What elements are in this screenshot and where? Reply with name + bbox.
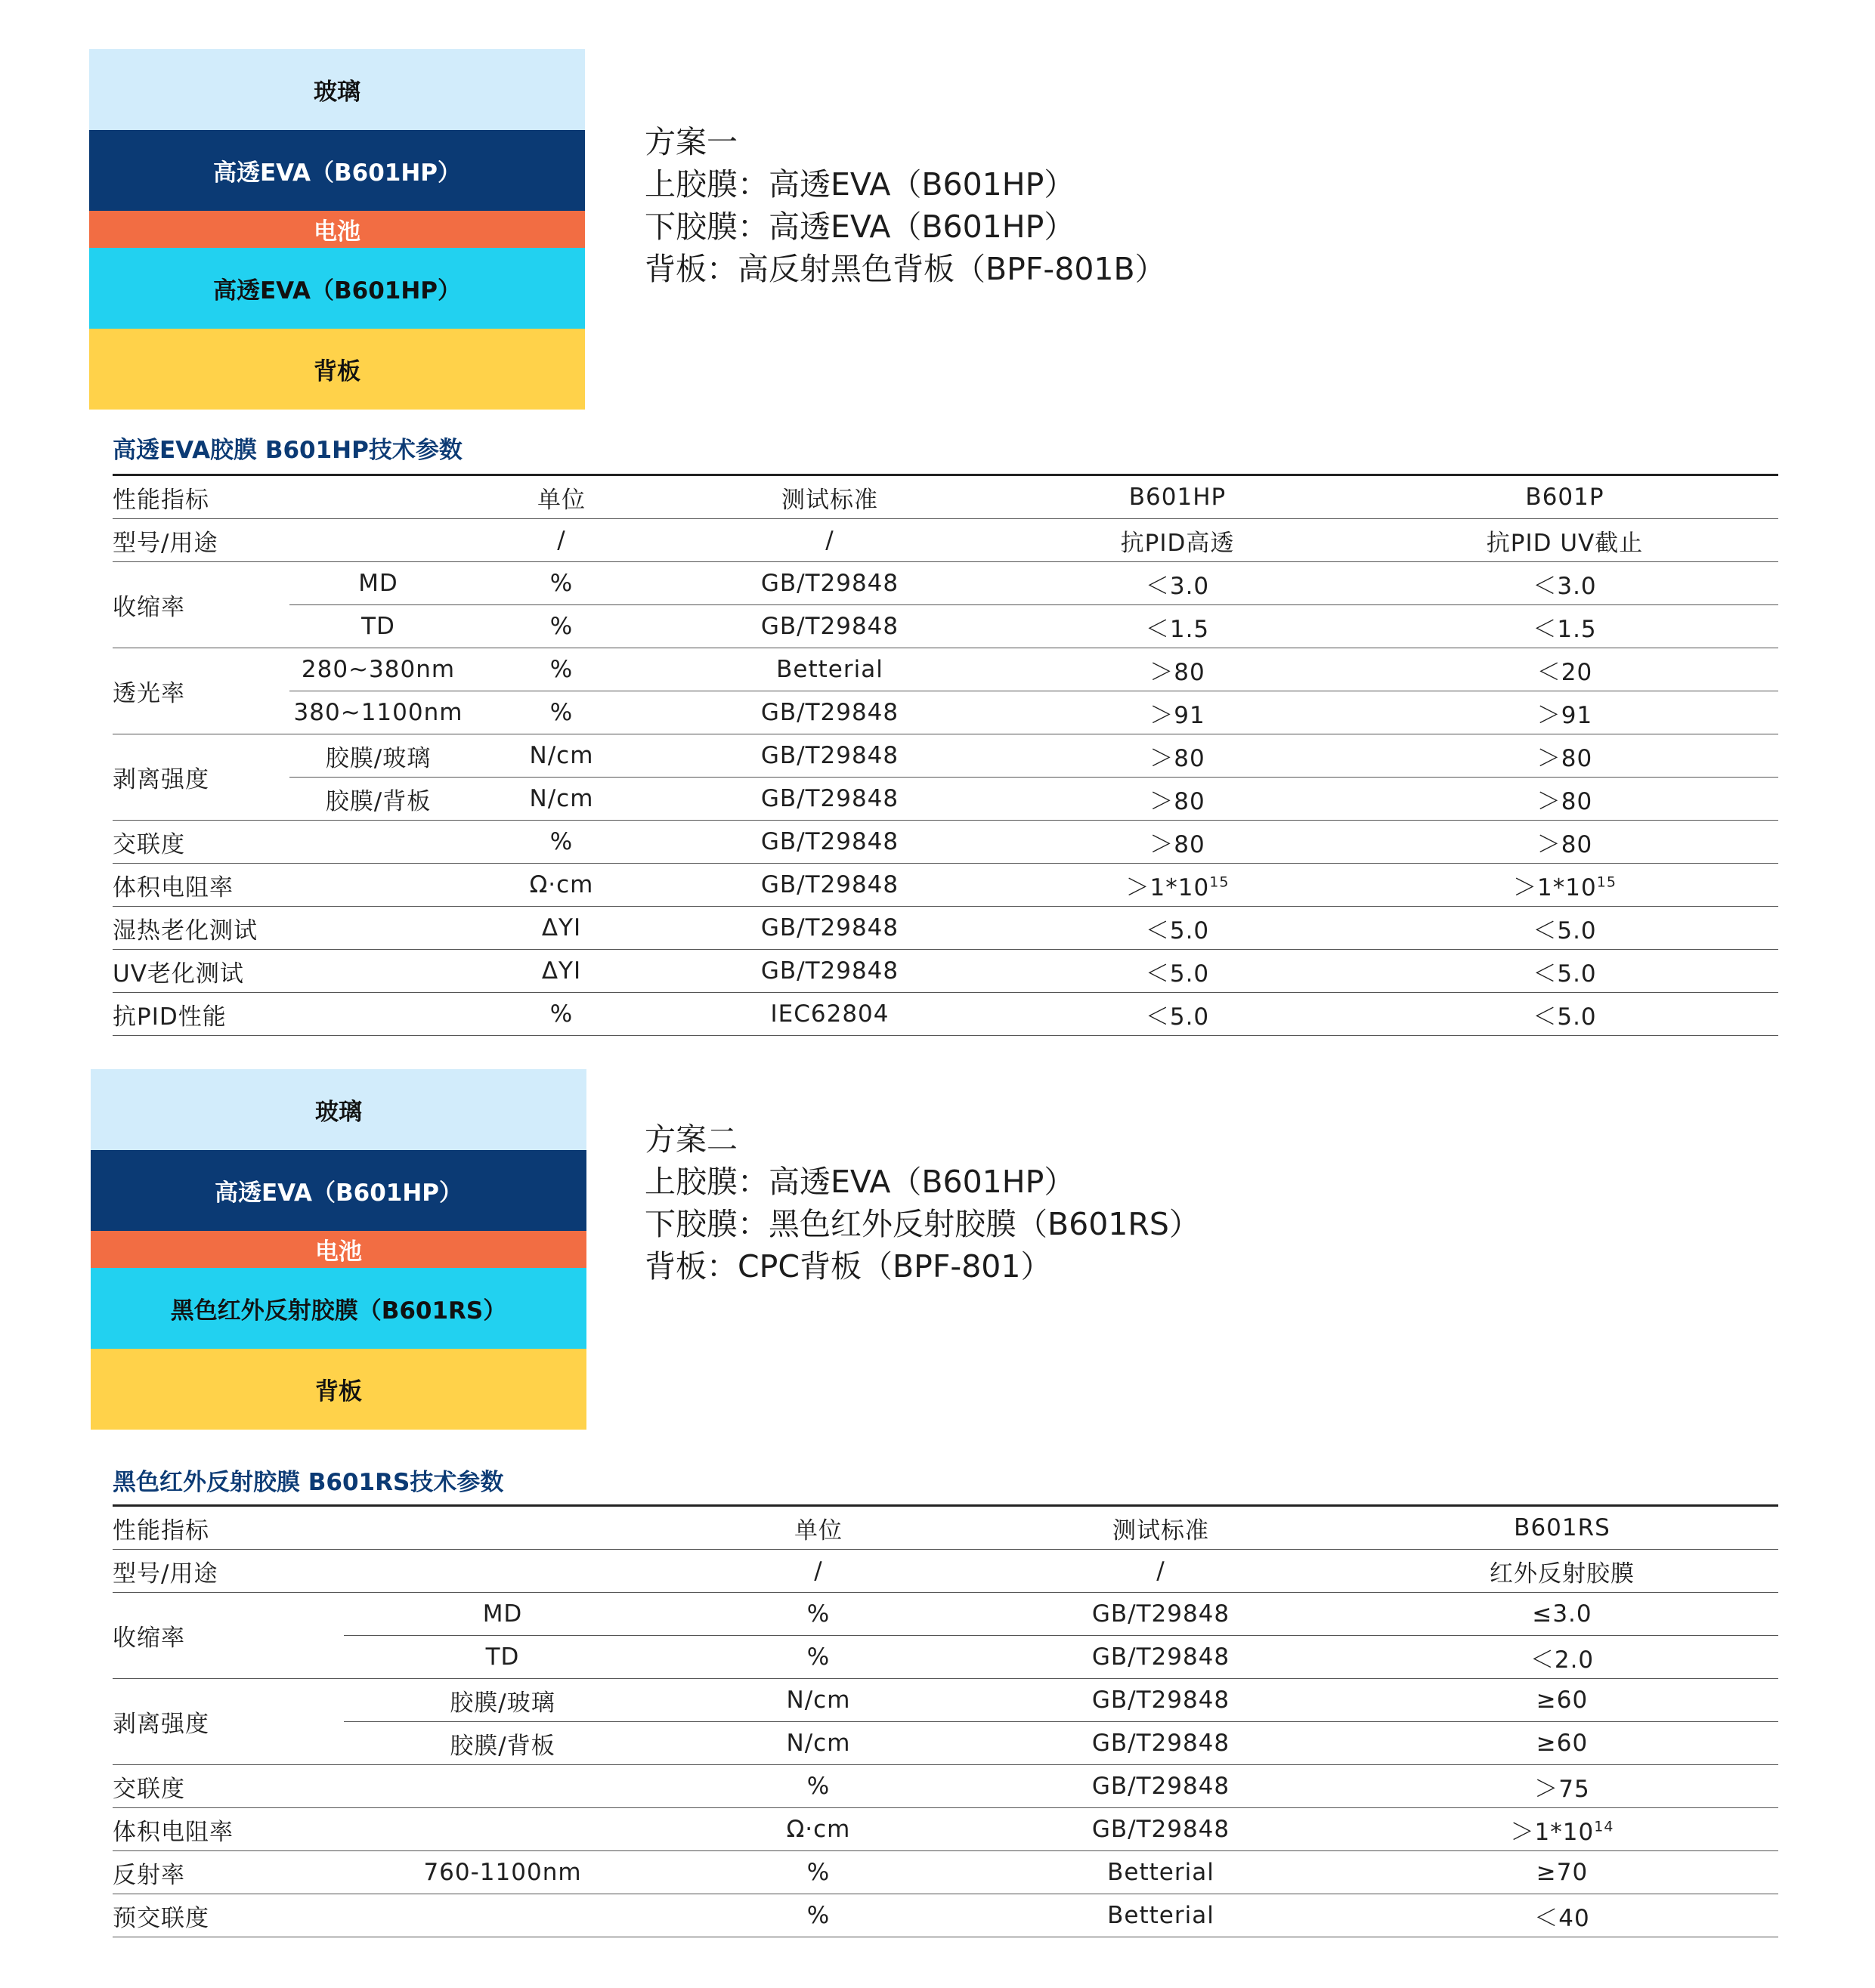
row-value-2: [1351, 950, 1778, 993]
table1-title: 高透EVA胶膜 B601HP技术参数: [113, 437, 463, 464]
row-value-2: [1351, 648, 1778, 691]
row-value-1: [1004, 691, 1351, 734]
row-value-2: [1351, 778, 1778, 821]
row-value-2-text: ＜5.0: [1533, 917, 1597, 945]
row-value-1: [1346, 1765, 1778, 1808]
table-row: [113, 1851, 1778, 1894]
layer-glass: 玻璃: [91, 1069, 586, 1150]
row-unit: %: [467, 648, 656, 691]
layer-cell: 电池: [91, 1231, 586, 1268]
row-value-1: [1004, 864, 1351, 907]
row-value-1-text: ＜2.0: [1530, 1646, 1595, 1674]
header-standard: 测试标准: [976, 1506, 1346, 1550]
row-value-1-text: ＜40: [1534, 1904, 1590, 1932]
header-property: 性能指标: [113, 1506, 661, 1550]
row-unit: Ω·cm: [467, 864, 656, 907]
scheme1-title: 方案一: [645, 124, 738, 160]
row-unit: N/cm: [467, 778, 656, 821]
row-value-2-text: ＞91: [1536, 701, 1593, 729]
row-standard: GB/T29848: [976, 1722, 1346, 1765]
table-row: [113, 648, 1778, 691]
scheme1-backsheet: 背板：高反射黑色背板（BPF-801B）: [645, 251, 1166, 287]
row-value-2: [1351, 907, 1778, 950]
row-value-1: [1004, 907, 1351, 950]
row-value-2-text: ＞1*10: [1513, 873, 1597, 901]
table-row: [113, 864, 1778, 907]
row-property: 体积电阻率: [113, 1808, 661, 1851]
row-unit: /: [467, 519, 656, 562]
row-unit: %: [661, 1851, 976, 1894]
row-property: 收缩率: [113, 562, 289, 648]
row-value-2: [1351, 605, 1778, 648]
row-property: 交联度: [113, 821, 467, 864]
table-row: [113, 1593, 1778, 1636]
row-value-1-text: ＞80: [1149, 658, 1205, 686]
row-value-1-text: ＜5.0: [1145, 960, 1210, 988]
row-value-1-text: ＞1*10: [1125, 873, 1210, 901]
row-value-1: [1004, 821, 1351, 864]
row-unit: N/cm: [467, 734, 656, 778]
row-value-1-text: ＜5.0: [1145, 917, 1210, 945]
row-property: 体积电阻率: [113, 864, 467, 907]
row-value-2: [1351, 691, 1778, 734]
row-value-1-text: 红外反射胶膜: [1490, 1560, 1635, 1588]
row-standard: GB/T29848: [656, 778, 1004, 821]
row-value-1-exponent: 15: [1209, 873, 1230, 891]
row-value-2-text: 抗PID UV截止: [1486, 529, 1644, 557]
row-standard: GB/T29848: [656, 950, 1004, 993]
row-standard: Betterial: [976, 1894, 1346, 1937]
scheme1-bottom-film: 下胶膜：高透EVA（B601HP）: [645, 209, 1075, 245]
row-value-1-text: ≥60: [1536, 1687, 1589, 1714]
row-property: 型号/用途: [113, 1550, 661, 1593]
row-unit: ΔYI: [467, 907, 656, 950]
row-property: 湿热老化测试: [113, 907, 467, 950]
table2: [113, 1504, 1778, 1937]
row-value-1: [1346, 1851, 1778, 1894]
row-value-2-text: ＜1.5: [1533, 615, 1597, 643]
row-value-2: [1351, 993, 1778, 1036]
row-value-1-text: 抗PID高透: [1120, 529, 1235, 557]
table-row: [113, 821, 1778, 864]
row-standard: GB/T29848: [976, 1808, 1346, 1851]
row-unit: Ω·cm: [661, 1808, 976, 1851]
row-standard: GB/T29848: [976, 1593, 1346, 1636]
row-unit: %: [661, 1894, 976, 1937]
row-value-1: [1346, 1593, 1778, 1636]
row-value-1-text: ≥60: [1536, 1730, 1589, 1757]
row-value-1: [1346, 1894, 1778, 1937]
layer-glass: 玻璃: [89, 49, 585, 130]
row-subitem: 280~380nm: [289, 648, 467, 691]
row-value-2-exponent: 15: [1596, 873, 1617, 891]
row-standard: GB/T29848: [656, 605, 1004, 648]
row-property: 抗PID性能: [113, 993, 467, 1036]
row-unit: %: [661, 1636, 976, 1679]
layer-bottom-film: 高透EVA（B601HP）: [89, 248, 585, 329]
row-subitem: TD: [344, 1636, 661, 1679]
row-subitem: 胶膜/玻璃: [289, 734, 467, 778]
row-subitem: 胶膜/背板: [289, 778, 467, 821]
row-subitem: TD: [289, 605, 467, 648]
row-property: 型号/用途: [113, 519, 467, 562]
row-value-1-text: ＞80: [1149, 830, 1205, 858]
header-row: [113, 475, 1778, 519]
scheme2-layer-stack: [91, 1069, 586, 1430]
table-row: [113, 1679, 1778, 1722]
table-row: [113, 1894, 1778, 1937]
row-standard: IEC62804: [656, 993, 1004, 1036]
table-row: [113, 519, 1778, 562]
table-row: [113, 993, 1778, 1036]
row-standard: /: [976, 1550, 1346, 1593]
row-standard: Betterial: [976, 1851, 1346, 1894]
row-standard: GB/T29848: [656, 864, 1004, 907]
header-product-1: B601RS: [1346, 1506, 1778, 1550]
table-row: [113, 691, 1778, 734]
row-value-1-text: ＜5.0: [1145, 1003, 1210, 1031]
row-value-1: [1346, 1636, 1778, 1679]
table-row: [113, 1636, 1778, 1679]
table1: [113, 474, 1778, 1036]
row-value-1: [1004, 778, 1351, 821]
row-subitem: MD: [344, 1593, 661, 1636]
row-value-2: [1351, 519, 1778, 562]
scheme1-description: [645, 121, 1166, 290]
row-standard: GB/T29848: [656, 562, 1004, 605]
row-unit: %: [467, 821, 656, 864]
row-value-1-text: ＜1.5: [1145, 615, 1210, 643]
row-value-1: [1004, 950, 1351, 993]
table-row: [113, 907, 1778, 950]
table2-title: 黑色红外反射胶膜 B601RS技术参数: [113, 1469, 504, 1496]
row-value-1: [1346, 1722, 1778, 1765]
table-row: [113, 1550, 1778, 1593]
table-row: [113, 1722, 1778, 1765]
row-value-1: [1004, 734, 1351, 778]
row-unit: /: [661, 1550, 976, 1593]
table-row: [113, 605, 1778, 648]
layer-backsheet: 背板: [89, 329, 585, 410]
row-unit: %: [467, 691, 656, 734]
row-value-1: [1346, 1808, 1778, 1851]
row-value-1: [1004, 993, 1351, 1036]
row-property: 预交联度: [113, 1894, 661, 1937]
row-unit: %: [661, 1593, 976, 1636]
layer-cell: 电池: [89, 211, 585, 248]
scheme2-backsheet: 背板：CPC背板（BPF-801）: [645, 1248, 1052, 1285]
row-value-1-text: ＜3.0: [1145, 572, 1210, 600]
row-property: 剥离强度: [113, 1679, 344, 1765]
row-standard: GB/T29848: [976, 1679, 1346, 1722]
row-property: 收缩率: [113, 1593, 344, 1679]
row-unit: %: [467, 993, 656, 1036]
row-unit: N/cm: [661, 1679, 976, 1722]
scheme2-title: 方案二: [645, 1121, 738, 1158]
row-value-2-text: ＞80: [1536, 744, 1593, 772]
row-subitem: 380~1100nm: [289, 691, 467, 734]
row-standard: GB/T29848: [656, 821, 1004, 864]
row-value-2-text: ＜3.0: [1533, 572, 1597, 600]
header-unit: 单位: [467, 475, 656, 519]
row-property: 交联度: [113, 1765, 661, 1808]
row-value-1-text: ＞91: [1149, 701, 1205, 729]
row-value-1-text: ≤3.0: [1532, 1600, 1592, 1628]
row-value-1: [1004, 605, 1351, 648]
row-property: 剥离强度: [113, 734, 289, 821]
header-unit: 单位: [661, 1506, 976, 1550]
scheme2-bottom-film: 下胶膜：黑色红外反射胶膜（B601RS）: [645, 1206, 1200, 1242]
table-row: [113, 778, 1778, 821]
row-value-1: [1346, 1550, 1778, 1593]
row-value-2: [1351, 734, 1778, 778]
row-standard: GB/T29848: [656, 907, 1004, 950]
header-property: 性能指标: [113, 475, 467, 519]
scheme1-top-film: 上胶膜：高透EVA（B601HP）: [645, 166, 1075, 203]
row-subitem: 胶膜/背板: [344, 1722, 661, 1765]
header-row: [113, 1506, 1778, 1550]
row-value-1-text: ＞80: [1149, 787, 1205, 815]
layer-bottom-film: 黑色红外反射胶膜（B601RS）: [91, 1268, 586, 1349]
row-property: 反射率: [113, 1851, 344, 1894]
row-value-2: [1351, 821, 1778, 864]
table-row: [113, 562, 1778, 605]
row-standard: GB/T29848: [656, 734, 1004, 778]
row-value-2-text: ＜5.0: [1533, 1003, 1597, 1031]
row-standard: GB/T29848: [976, 1636, 1346, 1679]
row-unit: ΔYI: [467, 950, 656, 993]
row-value-2: [1351, 562, 1778, 605]
row-value-1: [1004, 648, 1351, 691]
scheme2-top-film: 上胶膜：高透EVA（B601HP）: [645, 1164, 1075, 1200]
row-value-2-text: ＜5.0: [1533, 960, 1597, 988]
row-unit: %: [467, 562, 656, 605]
row-standard: GB/T29848: [976, 1765, 1346, 1808]
row-subitem: 胶膜/玻璃: [344, 1679, 661, 1722]
row-value-1-text: ＞75: [1534, 1775, 1590, 1803]
header-standard: 测试标准: [656, 475, 1004, 519]
row-unit: N/cm: [661, 1722, 976, 1765]
row-value-1: [1004, 519, 1351, 562]
row-value-2-text: ＜20: [1536, 658, 1593, 686]
layer-top-film: 高透EVA（B601HP）: [89, 130, 585, 211]
scheme2-description: [645, 1118, 1200, 1288]
layer-top-film: 高透EVA（B601HP）: [91, 1150, 586, 1231]
row-subitem: 760-1100nm: [344, 1851, 661, 1894]
row-standard: /: [656, 519, 1004, 562]
row-property: UV老化测试: [113, 950, 467, 993]
row-value-1-exponent: 14: [1594, 1818, 1614, 1835]
row-value-1-text: ＞80: [1149, 744, 1205, 772]
row-unit: %: [467, 605, 656, 648]
row-value-2: [1351, 864, 1778, 907]
scheme1-layer-stack: [89, 49, 585, 410]
row-standard: GB/T29848: [656, 691, 1004, 734]
header-product-2: B601P: [1351, 475, 1778, 519]
row-value-2-text: ＞80: [1536, 830, 1593, 858]
header-product-1: B601HP: [1004, 475, 1351, 519]
row-value-1-text: ≥70: [1536, 1859, 1589, 1886]
row-value-1: [1346, 1679, 1778, 1722]
row-subitem: MD: [289, 562, 467, 605]
row-value-1: [1004, 562, 1351, 605]
row-value-2-text: ＞80: [1536, 787, 1593, 815]
table-row: [113, 1765, 1778, 1808]
layer-backsheet: 背板: [91, 1349, 586, 1430]
table-row: [113, 1808, 1778, 1851]
row-property: 透光率: [113, 648, 289, 734]
row-unit: %: [661, 1765, 976, 1808]
table-row: [113, 734, 1778, 778]
row-value-1-text: ＞1*10: [1510, 1818, 1595, 1846]
row-standard: Betterial: [656, 648, 1004, 691]
table-row: [113, 950, 1778, 993]
